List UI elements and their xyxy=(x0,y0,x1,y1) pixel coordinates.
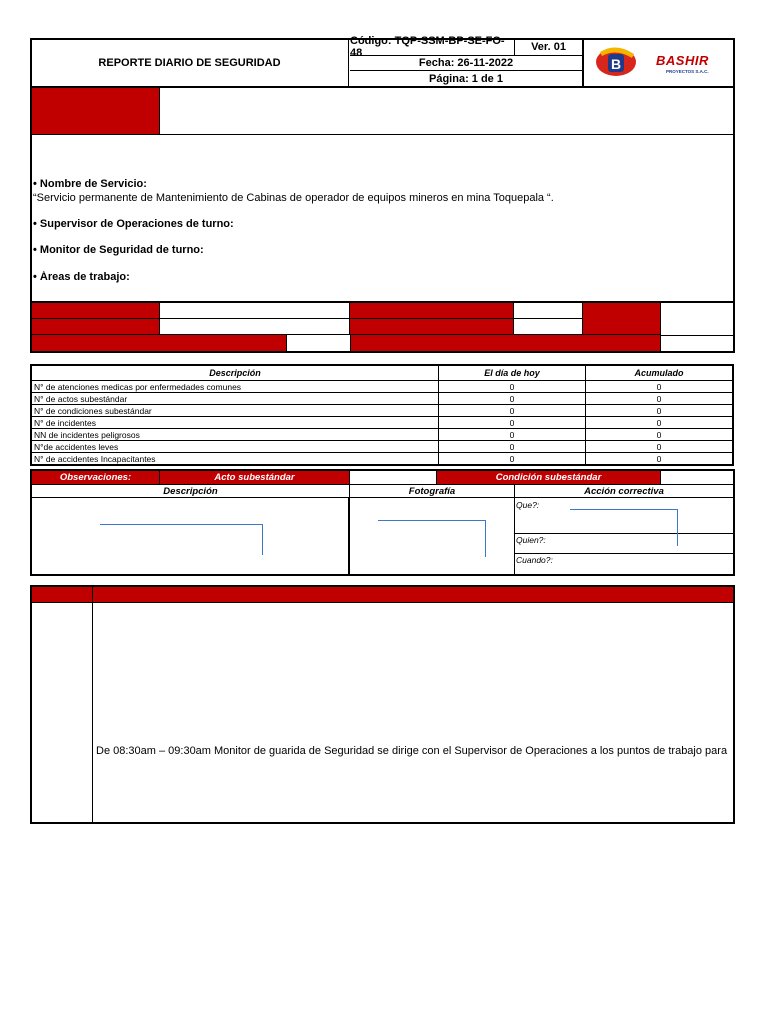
row-today: 0 xyxy=(439,429,586,441)
condition-substandard-label: Condición subestándar xyxy=(437,471,661,484)
act-substandard-label: Acto subestándar xyxy=(160,471,350,484)
stats-table xyxy=(30,364,734,466)
header-title-cell xyxy=(31,39,349,87)
page-title: REPORTE DIARIO DE SEGURIDAD xyxy=(98,57,281,69)
page-number: Página: 1 de 1 xyxy=(429,73,503,85)
row-desc: N° de condiciones subestándar xyxy=(31,405,439,417)
condition-checkbox-cell[interactable] xyxy=(661,471,733,484)
stats-header-total: Acumulado xyxy=(586,365,734,381)
row-desc: N° de atenciones medicas por enfermedades comunes xyxy=(31,381,439,393)
areas-label: • Áreas de trabajo: xyxy=(33,271,130,283)
header-code-cell xyxy=(350,35,515,59)
row-total: 0 xyxy=(586,441,734,453)
row-desc: N° de accidentes Incapacitantes xyxy=(31,453,439,466)
row-today: 0 xyxy=(439,405,586,417)
table-row xyxy=(31,381,733,393)
row-today: 0 xyxy=(439,381,586,393)
document-code: Código: TQP-SSM-BP-SE-FO-48 xyxy=(350,35,505,59)
monitor-label: • Monitor de Seguridad de turno: xyxy=(33,244,204,256)
document-date: Fecha: 26-11-2022 xyxy=(418,57,514,69)
row-total: 0 xyxy=(586,417,734,429)
activities-header-right xyxy=(93,587,733,603)
row-total: 0 xyxy=(586,393,734,405)
desc-connector-line xyxy=(100,524,263,555)
grid-white-1 xyxy=(160,303,350,319)
table-row xyxy=(31,405,733,417)
observations-label: Observaciones: xyxy=(32,471,160,484)
row-total: 0 xyxy=(586,405,734,417)
table-row xyxy=(31,453,733,466)
grid-red-7 xyxy=(350,335,661,351)
header-page-cell xyxy=(350,71,583,87)
row-total: 0 xyxy=(586,453,734,466)
grid-red-6 xyxy=(32,335,287,351)
act-checkbox-cell[interactable] xyxy=(350,471,437,484)
activities-time-column xyxy=(32,603,93,822)
obs-col-action: Acción correctiva xyxy=(515,484,733,498)
grid-red-3 xyxy=(583,303,661,335)
row-today: 0 xyxy=(439,453,586,466)
photo-connector-line xyxy=(378,520,486,557)
header-version-cell xyxy=(515,39,583,56)
table-row xyxy=(31,417,733,429)
document-version: Ver. 01 xyxy=(531,41,566,53)
row-desc: N°de accidentes leves xyxy=(31,441,439,453)
table-row xyxy=(31,429,733,441)
table-row xyxy=(31,393,733,405)
action-who-label: Quien?: xyxy=(516,535,546,545)
logo-subtext: PROYECTOS S.A.C. xyxy=(666,69,709,74)
action-connector-line xyxy=(570,509,678,546)
grid-red-4 xyxy=(32,319,160,335)
row-desc: N° de incidentes xyxy=(31,417,439,429)
row-today: 0 xyxy=(439,393,586,405)
action-when-label: Cuando?: xyxy=(516,555,553,565)
grid-divider xyxy=(661,335,733,336)
grid-white-3 xyxy=(160,319,350,335)
obs-col-desc: Descripción xyxy=(32,484,350,498)
grid-red-1 xyxy=(32,303,160,319)
svg-text:B: B xyxy=(611,56,622,72)
activities-text: De 08:30am – 09:30am Monitor de guarida de Seguridad se dirige con el Supervisor de Operaciones a los puntos de trabajo para xyxy=(96,745,728,757)
activities-header-left xyxy=(32,587,93,603)
table-row xyxy=(31,441,733,453)
obs-col-photo: Fotografía xyxy=(350,484,515,498)
row-desc: N° de actos subestándar xyxy=(31,393,439,405)
service-value: “Servicio permanente de Mantenimiento de Cabinas de operador de equipos mineros en mina Toquepala “. xyxy=(33,192,554,204)
logo-text: BASHIR xyxy=(656,53,709,68)
company-logo xyxy=(594,42,730,82)
row-today: 0 xyxy=(439,417,586,429)
header-date-cell xyxy=(350,56,583,71)
grid-white-4 xyxy=(514,319,583,335)
stats-header-today: El día de hoy xyxy=(439,365,586,381)
row-total: 0 xyxy=(586,381,734,393)
service-label: • Nombre de Servicio: xyxy=(33,178,147,190)
activities-frame xyxy=(30,585,735,824)
action-what-label: Que?: xyxy=(516,500,540,510)
grid-red-5 xyxy=(350,319,514,335)
banner-red-cell xyxy=(32,88,160,134)
supervisor-label: • Supervisor de Operaciones de turno: xyxy=(33,218,234,230)
row-total: 0 xyxy=(586,429,734,441)
grid-red-2 xyxy=(350,303,514,319)
grid-white-2 xyxy=(514,303,583,319)
stats-header-desc: Descripción xyxy=(31,365,439,381)
logo-divider xyxy=(583,39,584,87)
row-desc: NN de incidentes peligrosos xyxy=(31,429,439,441)
row-today: 0 xyxy=(439,441,586,453)
stats-header-row xyxy=(31,365,733,381)
